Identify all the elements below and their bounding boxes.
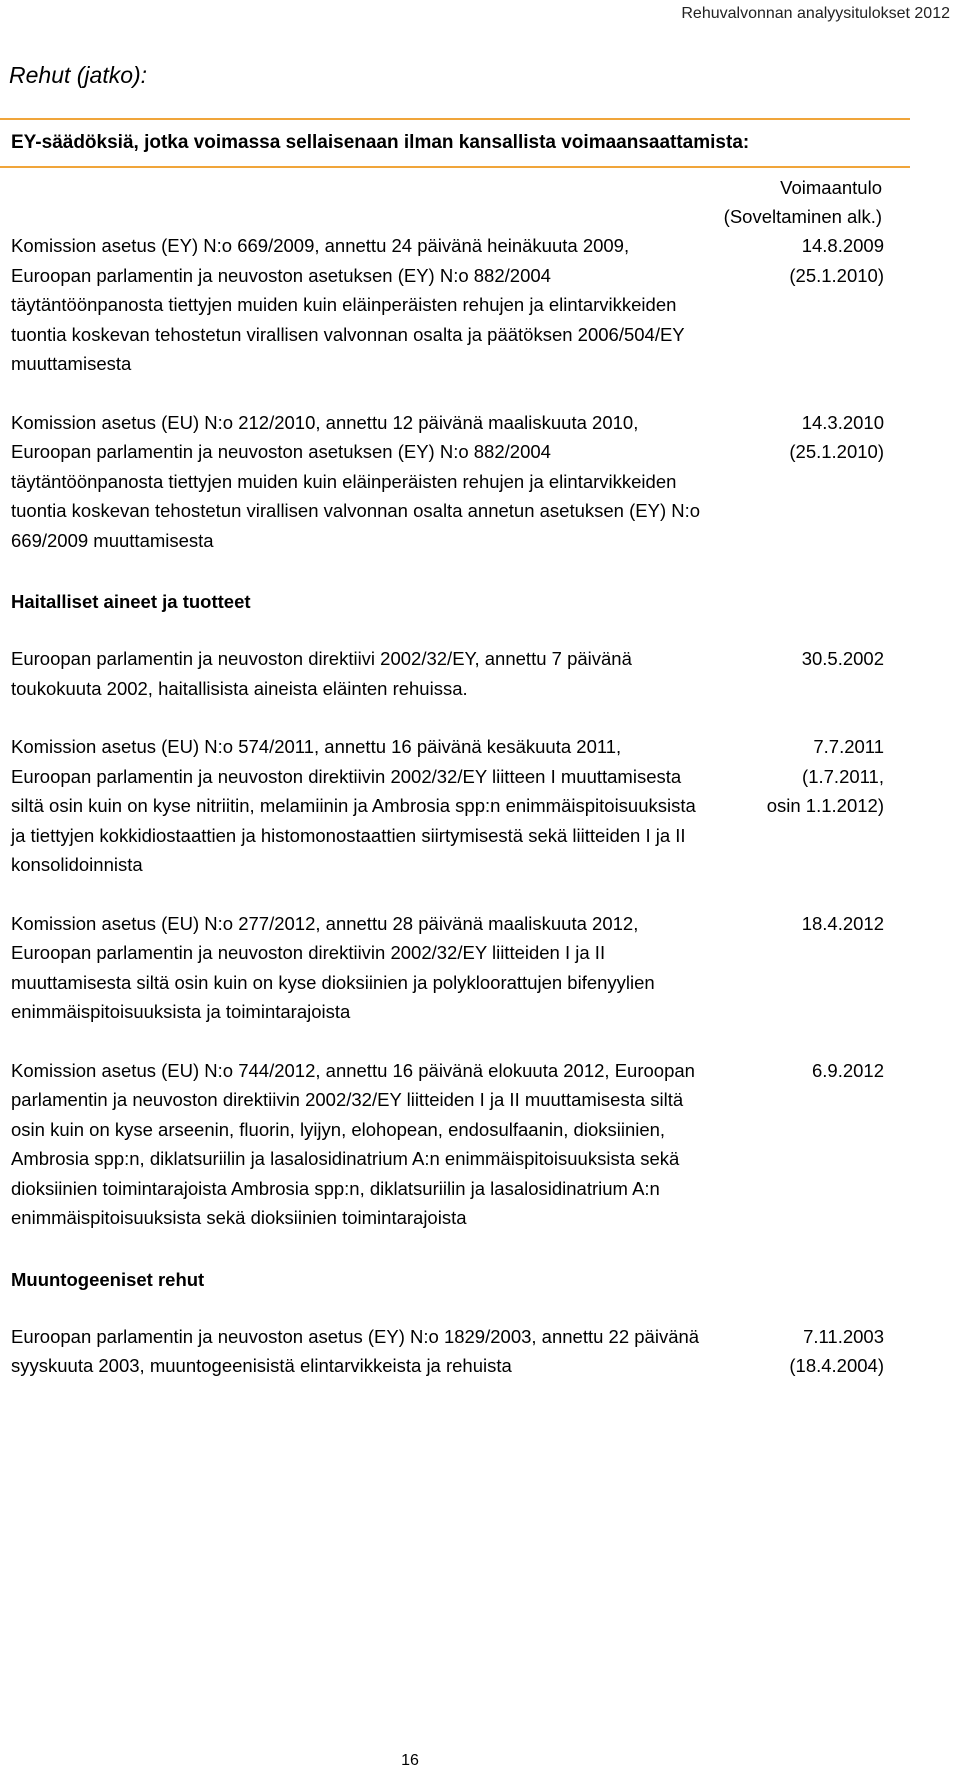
regulation-text: Komission asetus (EY) N:o 669/2009, annettu 24 päivänä heinäkuuta 2009, Euroopan parlamentin ja neuvoston asetuksen (EY) N:o 882/2004 täytäntöönpanosta tiettyjen muiden kuin eläinperäisten rehujen ja elintarvikkeiden tuontia koskevan tehostetun virallisen valvonnan osalta ja päätöksen 2006/504/EY muuttamisesta: [11, 235, 685, 374]
regulation-entry: [11, 1056, 891, 1233]
regulation-text: Komission asetus (EU) N:o 277/2012, annettu 28 päivänä maaliskuuta 2012, Euroopan parlamentin ja neuvoston direktiivin 2002/32/EY liitteiden I ja II muuttamisesta siltä osin kuin on kyse dioksiinien ja polykloorattujen bifenyylien enimmäispitoisuuksista ja toimintarajoista: [11, 912, 655, 1022]
regulation-text: Komission asetus (EU) N:o 574/2011, annettu 16 päivänä kesäkuuta 2011, Euroopan parlamentin ja neuvoston direktiivin 2002/32/EY liitteen I muuttamisesta siltä osin kuin on kyse nitriitin, melamiinin ja Ambrosia spp:n enimmäispitoisuuksista ja tiettyjen kokkidiostaattien ja histomonostaattien siirtymisestä sekä liitteiden I ja II konsolidoinnista: [11, 736, 696, 875]
subheading-harmful-substances: Haitalliset aineet ja tuotteet: [11, 591, 251, 612]
effective-date: 7.11.2003: [803, 1325, 884, 1347]
entry-date: [704, 1056, 891, 1233]
effective-date: 6.9.2012: [811, 1059, 884, 1081]
entry-date: [704, 644, 891, 703]
page-number: 16: [401, 1752, 419, 1769]
divider: [0, 118, 910, 120]
entry-date: [704, 732, 891, 880]
entry-date: [704, 408, 891, 556]
regulation-entry: [11, 231, 891, 379]
regulation-text: Euroopan parlamentin ja neuvoston asetus (EY) N:o 1829/2003, annettu 22 päivänä syyskuuta 2003, muuntogeenisistä elintarvikkeista ja rehuista: [11, 1325, 700, 1376]
application-date: (25.1.2010): [789, 441, 884, 462]
application-date: (25.1.2010): [789, 264, 884, 286]
regulation-list: [11, 173, 891, 1381]
effective-date: 30.5.2002: [801, 648, 884, 669]
regulation-text: Komission asetus (EU) N:o 212/2010, annettu 12 päivänä maaliskuuta 2010, Euroopan parlamentin ja neuvoston asetuksen (EY) N:o 882/2004 täytäntöönpanosta tiettyjen muiden kuin eläinperäisten rehujen ja elintarvikkeiden tuontia koskevan tehostetun virallisen valvonnan osalta annetun asetuksen (EY) N:o 669/2009 muuttamisesta: [11, 411, 701, 551]
application-date-partial: osin 1.1.2012): [766, 795, 884, 816]
column-header: [11, 173, 891, 231]
regulation-text: Euroopan parlamentin ja neuvoston direktiivi 2002/32/EY, annettu 7 päivänä toukokuuta 2002, haitallisista aineista eläinten rehuissa.: [11, 648, 632, 699]
regulation-entry: [11, 1322, 891, 1381]
effective-date: 7.7.2011: [813, 736, 884, 757]
regulation-entry: [11, 408, 891, 556]
running-header: Rehuvalvonnan analyysitulokset 2012: [681, 5, 950, 22]
column-header-line2: (Soveltaminen alk.): [723, 206, 882, 227]
divider: [0, 166, 910, 168]
regulation-entry: [11, 732, 891, 880]
entry-date: [704, 909, 891, 1027]
column-header-line1: Voimaantulo: [780, 177, 882, 198]
regulation-entry: [11, 909, 891, 1027]
application-date: (1.7.2011,: [802, 765, 884, 787]
effective-date: 14.3.2010: [801, 411, 884, 433]
regulation-entry: [11, 644, 891, 703]
application-date: (18.4.2004): [789, 1355, 884, 1376]
page-title: Rehut (jatko):: [9, 62, 148, 88]
entry-date: [704, 1322, 891, 1381]
effective-date: 18.4.2012: [801, 912, 884, 934]
subheading-gm-feed: Muuntogeeniset rehut: [11, 1268, 205, 1290]
entry-date: [704, 231, 891, 379]
effective-date: 14.8.2009: [801, 235, 884, 256]
section-heading: EY-säädöksiä, jotka voimassa sellaisenaan ilman kansallista voimaansaattamista:: [11, 132, 750, 153]
regulation-text: Komission asetus (EU) N:o 744/2012, annettu 16 päivänä elokuuta 2012, Euroopan parlamentin ja neuvoston direktiivin 2002/32/EY liitteiden I ja II muuttamisesta siltä osin kuin on kyse arseenin, fluorin, lyijyn, elohopean, endosulfaanin, dioksiinien, Ambrosia spp:n, diklatsuriilin ja lasalosidinatrium A:n enimmäispitoisuuksista sekä dioksiinien toimintarajoista Ambrosia spp:n, diklatsuriilin ja lasalosidinatrium A:n enimmäispitoisuuksista sekä dioksiinien toimintarajoista: [11, 1059, 695, 1228]
